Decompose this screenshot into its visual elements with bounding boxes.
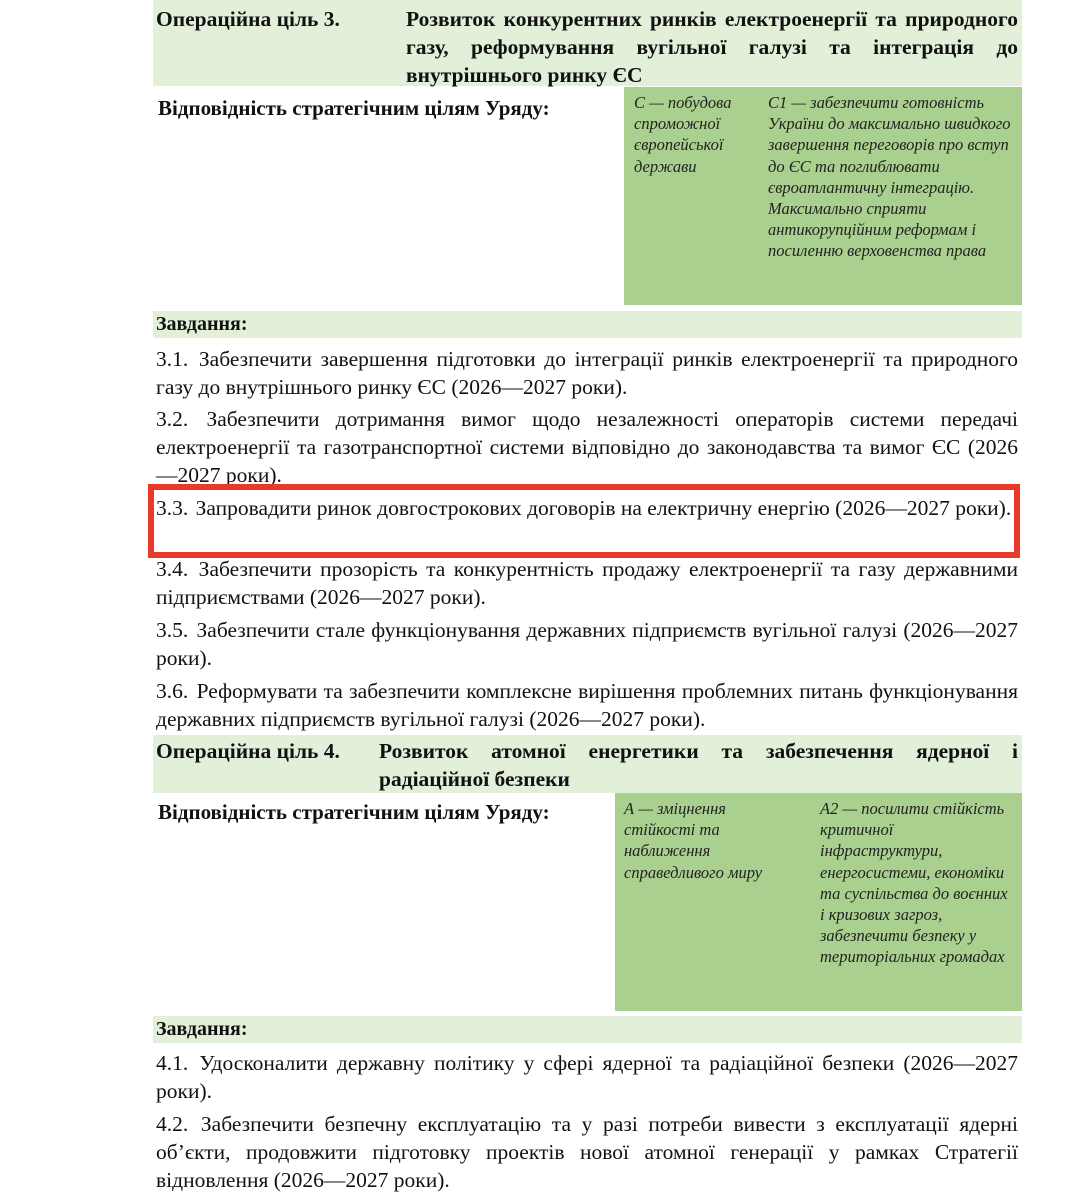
task-3-1 bbox=[156, 345, 1018, 401]
task-4-2 bbox=[156, 1110, 1018, 1194]
goal3-strategic-subgoal: С1 — забезпечити готовність України до максимально швидкого завершення переговорів про вступ до ЄС та поглиблювати євроатлантичну інтеграцію. Максимально сприяти антикорупційним реформам і посиленню верховенства права bbox=[768, 93, 1011, 261]
task-3-4 bbox=[156, 555, 1018, 611]
task-number: 4.2. bbox=[156, 1112, 189, 1136]
task-3-5 bbox=[156, 616, 1018, 672]
task-text: Забезпечити завершення підготовки до інтеграції ринків електроенергії та природного газу до внутрішнього ринку ЄС (2026—2027 роки). bbox=[156, 347, 1018, 399]
task-text: Забезпечити прозорість та конкурентність продажу електроенергії та газу державними підприємствами (2026—2027 роки). bbox=[156, 557, 1018, 609]
task-number: 3.3. bbox=[156, 496, 189, 520]
goal4-header bbox=[156, 737, 1018, 795]
task-number: 4.1. bbox=[156, 1051, 189, 1075]
task-text: Забезпечити безпечну експлуатацію та у разі потреби вивести з експлуатації ядерні об’єкти, продовжити підготовку проектів нової атомної генерації у рамках Стратегії відновлення (2026—2027 роки). bbox=[156, 1112, 1019, 1192]
task-number: 3.5. bbox=[156, 618, 189, 642]
goal4-compliance-label: Відповідність стратегічним цілям Уряду: bbox=[158, 800, 550, 824]
goal3-compliance-label: Відповідність стратегічним цілям Уряду: bbox=[158, 96, 550, 120]
goal3-strategic-cells bbox=[624, 87, 1022, 305]
goal3-header bbox=[156, 5, 1018, 89]
goal4-label: Операційна ціль 4. bbox=[156, 739, 340, 763]
goal3-strategic-goal: С — побудова спроможної європейської держави bbox=[634, 93, 732, 176]
task-3-6 bbox=[156, 677, 1018, 733]
task-number: 3.4. bbox=[156, 557, 189, 581]
goal4-tasks-title: Завдання: bbox=[156, 1018, 248, 1040]
task-text: Запровадити ринок довгострокових договорів на електричну енергію (2026—2027 роки). bbox=[195, 496, 1012, 520]
goal4-strategic-subgoal: А2 — посилити стійкість критичної інфраструктури, енергосистеми, економіки та суспільства до воєнних і кризових загроз, забезпечити безпеку у територіальних громадах bbox=[820, 799, 1008, 967]
task-3-2 bbox=[156, 405, 1018, 489]
goal3-label: Операційна ціль 3. bbox=[156, 7, 340, 31]
goal3-tasks-band bbox=[153, 311, 1022, 338]
goal3-title: Розвиток конкурентних ринків електроенергії та природного газу, реформування вугільної галузі та інтеграція до внутрішнього ринку ЄС bbox=[406, 7, 1018, 87]
goal4-tasks-band bbox=[153, 1016, 1022, 1043]
task-text: Удосконалити державну політику у сфері ядерної та радіаційної безпеки (2026—2027 роки). bbox=[156, 1051, 1018, 1103]
task-number: 3.2. bbox=[156, 407, 189, 431]
task-number: 3.6. bbox=[156, 679, 189, 703]
task-text: Забезпечити стале функціонування державних підприємств вугільної галузі (2026—2027 роки). bbox=[156, 618, 1018, 670]
goal4-strategic-goal: А — зміцнення стійкості та наближення справедливого миру bbox=[624, 799, 763, 882]
task-text: Забезпечити дотримання вимог щодо незалежності операторів системи передачі електроенергії та газотранспортної системи відповідно до законодавства та вимог ЄС (2026—2027 роки). bbox=[156, 407, 1018, 487]
goal3-tasks-title: Завдання: bbox=[156, 313, 248, 335]
task-number: 3.1. bbox=[156, 347, 189, 371]
goal4-strategic-cells bbox=[615, 793, 1022, 1011]
task-text: Реформувати та забезпечити комплексне вирішення проблемних питань функціонування державних підприємств вугільної галузі (2026—2027 роки). bbox=[156, 679, 1019, 731]
task-4-1 bbox=[156, 1049, 1018, 1105]
goal4-title: Розвиток атомної енергетики та забезпечення ядерної і радіаційної безпеки bbox=[379, 739, 1018, 791]
highlight-box bbox=[148, 484, 1020, 558]
